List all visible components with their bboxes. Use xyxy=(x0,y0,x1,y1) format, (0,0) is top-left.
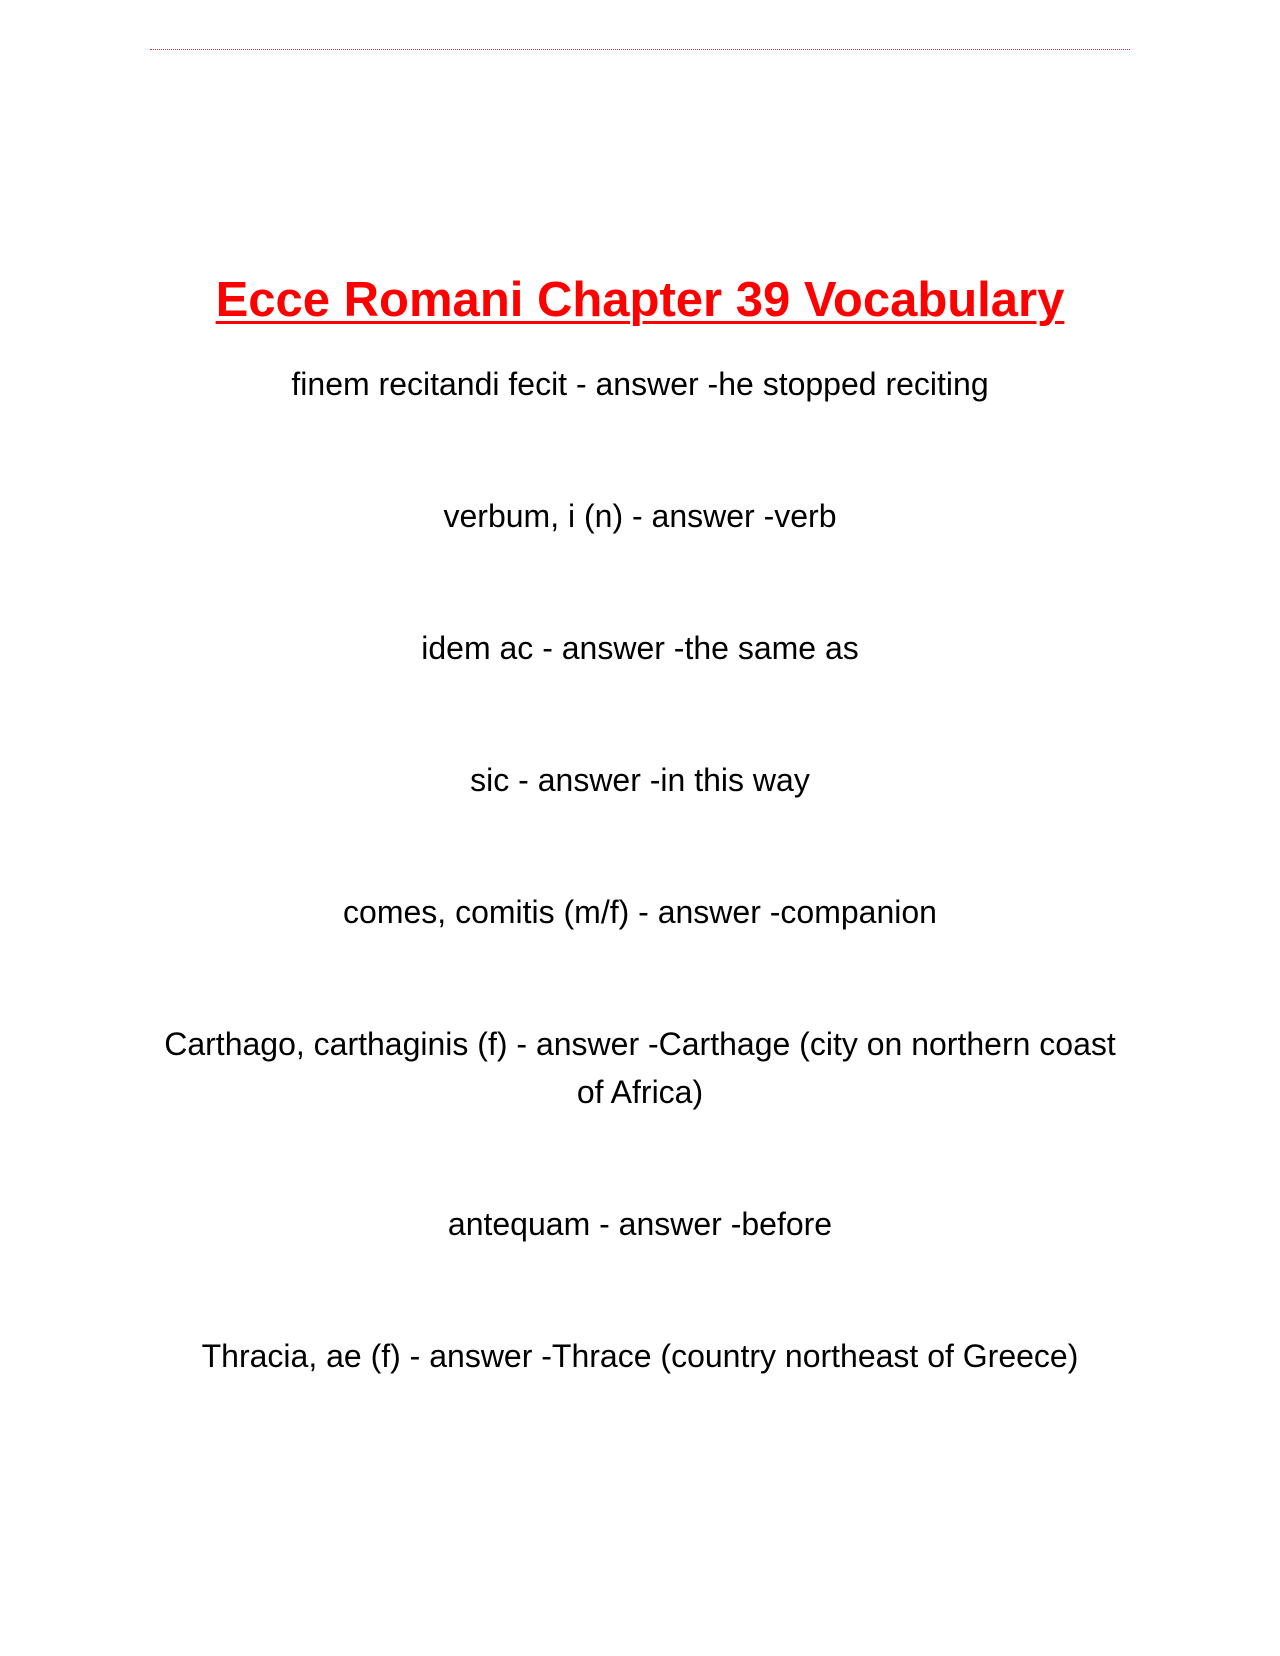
vocabulary-entry: sic - answer -in this way xyxy=(470,762,810,798)
vocabulary-entry: Thracia, ae (f) - answer -Thrace (country northeast of Greece) xyxy=(201,1338,1079,1374)
vocabulary-entry: verbum, i (n) - answer -verb xyxy=(443,498,837,534)
vocabulary-entry: antequam - answer -before xyxy=(447,1206,833,1242)
vocabulary-entry: Carthago, carthaginis (f) - answer -Carthage (city on northern coast of Africa) xyxy=(164,1026,1116,1110)
vocabulary-entry: comes, comitis (m/f) - answer -companion xyxy=(343,894,937,930)
document-body xyxy=(150,268,1130,1380)
vocabulary-entry: finem recitandi fecit - answer -he stopped reciting xyxy=(291,366,989,402)
vocabulary-list xyxy=(150,360,1130,1380)
header-rule xyxy=(150,49,1130,50)
vocabulary-entry: idem ac - answer -the same as xyxy=(421,630,859,666)
page-title: Ecce Romani Chapter 39 Vocabulary xyxy=(215,273,1065,327)
